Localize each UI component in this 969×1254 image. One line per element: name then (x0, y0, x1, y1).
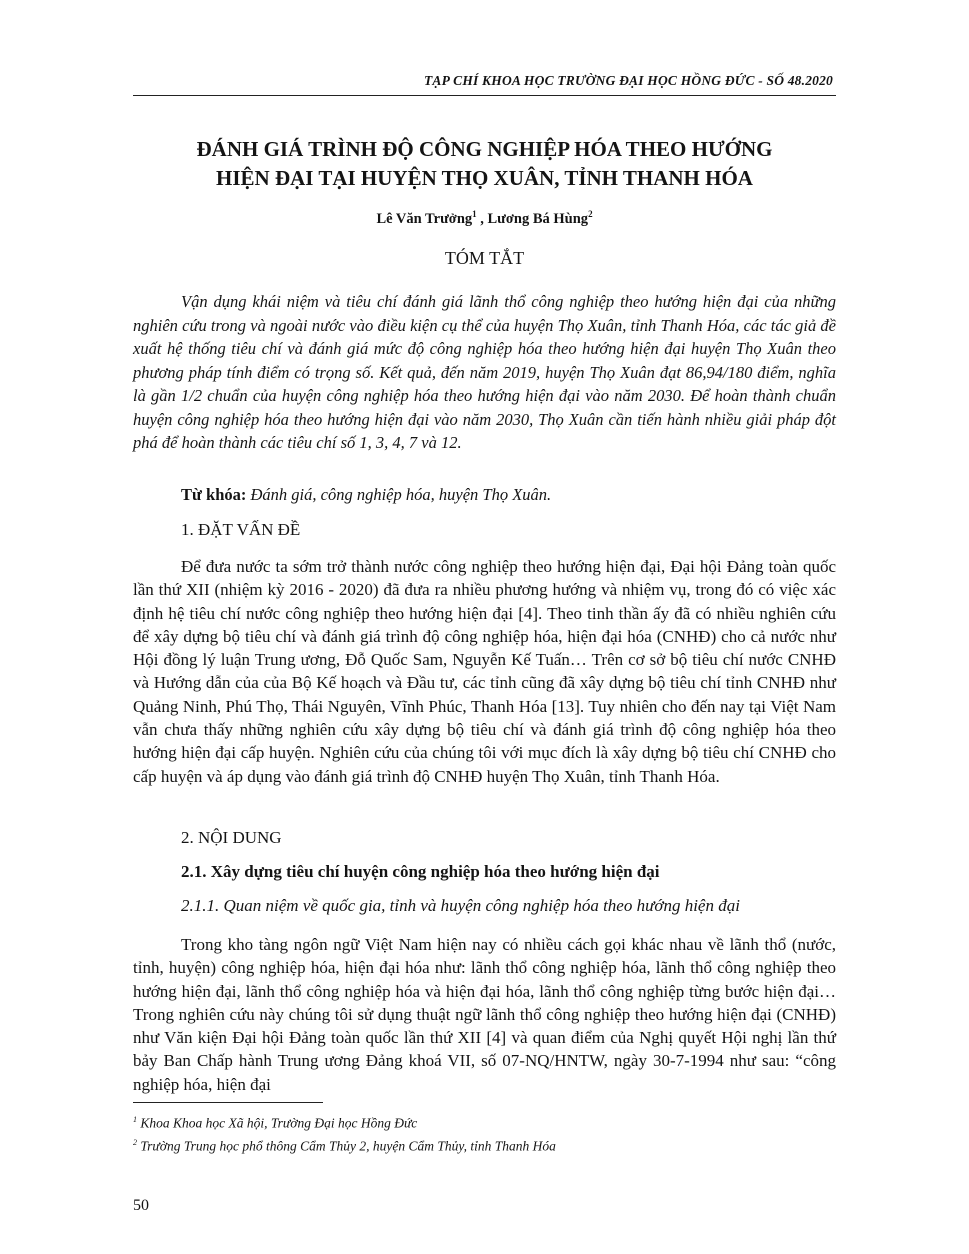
section-2-1-1-heading: 2.1.1. Quan niệm về quốc gia, tỉnh và huyện công nghiệp hóa theo hướng hiện đại (181, 896, 740, 915)
footnote-1-mark: 1 (133, 1115, 137, 1124)
footnote-1-text: Khoa Khoa học Xã hội, Trường Đại học Hồng Đức (137, 1115, 418, 1131)
author-1: Lê Văn Trưởng (376, 210, 473, 227)
keywords-text: Đánh giá, công nghiệp hóa, huyện Thọ Xuân. (246, 485, 552, 504)
section-1-heading: 1. ĐẶT VẤN ĐỀ (181, 520, 301, 539)
footnote-2-text: Trường Trung học phổ thông Cẩm Thủy 2, huyện Cẩm Thủy, tỉnh Thanh Hóa (137, 1138, 556, 1154)
section-2-heading: 2. NỘI DUNG (181, 828, 282, 847)
author-2-mark: 2 (588, 209, 593, 219)
footnote-1 (133, 1115, 836, 1132)
footnote-rule (133, 1102, 323, 1103)
keywords (181, 485, 836, 505)
footnote-2 (133, 1138, 836, 1155)
page-number: 50 (133, 1197, 149, 1214)
author-line (133, 209, 836, 228)
section-1-paragraph: Để đưa nước ta sớm trở thành nước công nghiệp theo hướng hiện đại, Đại hội Đảng toàn quốc lần thứ XII (nhiệm kỳ 2016 - 2020) đã đưa ra nhiều phương hướng và nhiệm vụ, trong đó có việc xác định hệ tiêu chí nước công nghiệp theo hướng hiện đại [4]. Theo tinh thần ấy đã có nhiều nghiên cứu để xây dựng bộ tiêu chí và đánh giá trình độ công nghiệp hóa, hiện đại hóa (CNHĐ) cho cả nước như Hội đồng lý luận Trung ương, Đỗ Quốc Sam, Nguyễn Kế Tuấn… Trên cơ sở bộ tiêu chí nước CNHĐ và Hướng dẫn của của Bộ Kế hoạch và Đầu tư, các tỉnh cũng đã xây dựng bộ tiêu chí tỉnh CNHĐ như Quảng Ninh, Phú Thọ, Thái Nguyên, Vĩnh Phúc, Thanh Hóa [13]. Tuy nhiên cho đến nay tại Việt Nam vẫn chưa thấy những nghiên cứu xây dựng bộ tiêu chí và đánh giá trình độ công nghiệp hóa theo hướng hiện đại cấp huyện. Nghiên cứu của chúng tôi với mục đích là xây dựng bộ tiêu chí CNHĐ cho cấp huyện và áp dụng vào đánh giá trình độ CNHĐ huyện Thọ Xuân, tỉnh Thanh Hóa. (133, 557, 836, 786)
title-line-1: ĐÁNH GIÁ TRÌNH ĐỘ CÔNG NGHIỆP HÓA THEO HƯỚNG (196, 137, 773, 161)
footnote-2-mark: 2 (133, 1138, 137, 1147)
abstract-heading: TÓM TẮT (444, 248, 525, 268)
section-2-paragraph: Trong kho tàng ngôn ngữ Việt Nam hiện nay có nhiều cách gọi khác nhau về lãnh thổ (nước, tỉnh, huyện) công nghiệp hóa, hiện đại hóa như: lãnh thổ công nghiệp hóa, lãnh thổ công nghiệp theo hướng hiện đại, lãnh thổ công nghiệp hóa và hiện đại hóa, lãnh thổ công nghiệp từng bước hiện đại… Trong nghiên cứu này chúng tôi sử dụng thuật ngữ lãnh thổ công nghiệp theo hướng hiện đại (CNHĐ) như Văn kiện Đại hội Đảng toàn quốc lần thứ XII [4] và quan điểm của Nghị quyết Hội nghị lần thứ bảy Ban Chấp hành Trung ương Đảng khoá VII, số 07-NQ/HNTW, ngày 30-7-1994 như sau: “công nghiệp hóa, hiện đại (133, 935, 836, 1094)
title-line-2: HIỆN ĐẠI TẠI HUYỆN THỌ XUÂN, TỈNH THANH HÓA (216, 166, 753, 190)
abstract-text: Vận dụng khái niệm và tiêu chí đánh giá lãnh thổ công nghiệp theo hướng hiện đại của những nghiên cứu trong và ngoài nước vào điều kiện cụ thể của huyện Thọ Xuân, tỉnh Thanh Hóa, các tác giả đề xuất hệ thống tiêu chí và đánh giá mức độ công nghiệp hóa theo hướng hiện đại huyện Thọ Xuân theo phương pháp tính điểm có trọng số. Kết quả, đến năm 2019, huyện Thọ Xuân đạt 86,94/180 điểm, nghĩa là gần 1/2 chuẩn của huyện công nghiệp hóa theo hướng hiện đại vào năm 2030. Để hoàn thành chuẩn huyện công nghiệp hóa theo hướng hiện đại vào năm 2030, Thọ Xuân cần tiến hành nhiều giải pháp đột phá để hoàn thành các tiêu chí số 1, 3, 4, 7 và 12. (133, 292, 836, 452)
article-title (133, 135, 836, 193)
running-head: TẠP CHÍ KHOA HỌC TRƯỜNG ĐẠI HỌC HỒNG ĐỨC - SỐ 48.2020 (423, 73, 833, 88)
author-1-mark: 1 (472, 209, 477, 219)
author-separator: , (476, 210, 488, 227)
section-2-1-heading: 2.1. Xây dựng tiêu chí huyện công nghiệp hóa theo hướng hiện đại (181, 862, 660, 881)
author-2: Lương Bá Hùng (487, 210, 589, 227)
keywords-label: Từ khóa: (181, 485, 247, 504)
header-rule (133, 95, 836, 96)
